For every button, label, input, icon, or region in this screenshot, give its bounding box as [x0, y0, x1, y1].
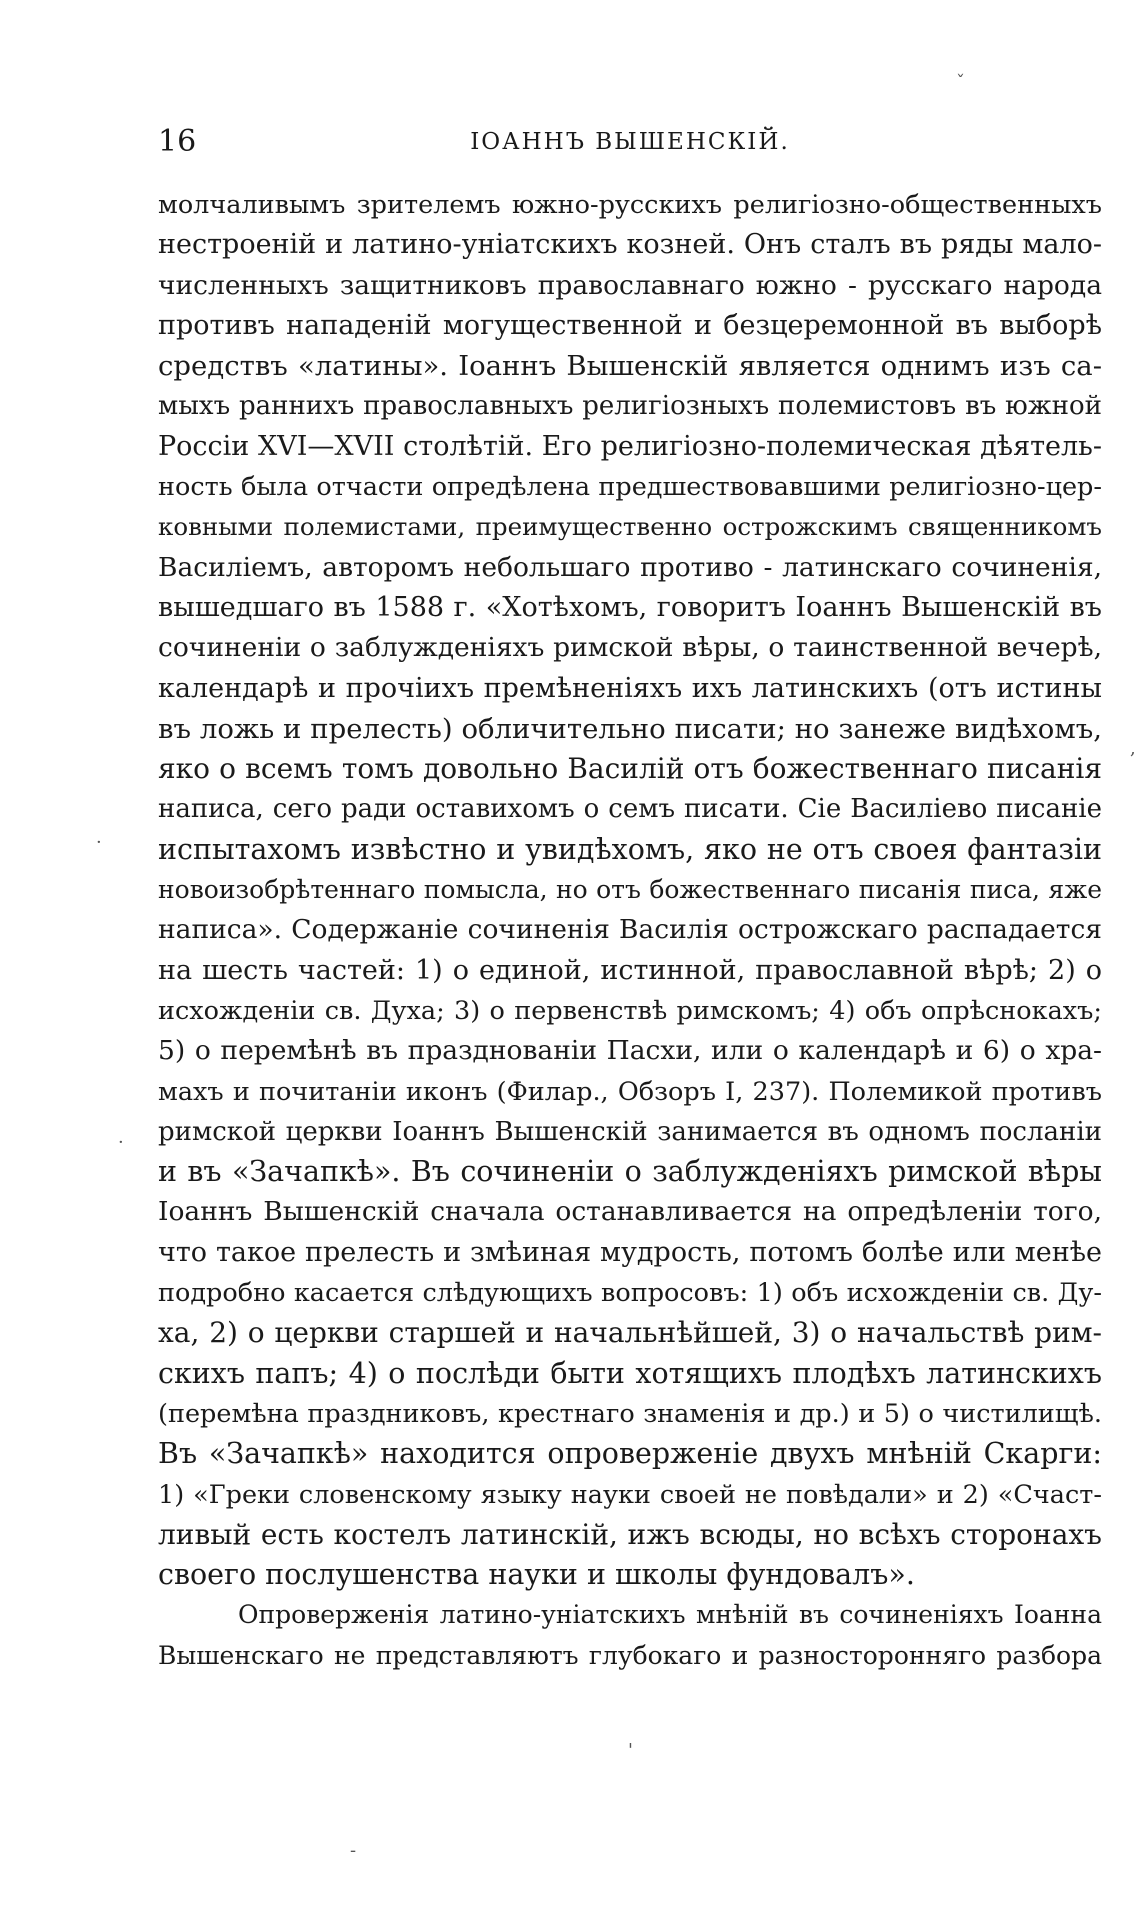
text-line: Россіи XVI—XVII столѣтій. Его религіозно-полемическая дѣятель- — [158, 430, 1102, 462]
text-line: численныхъ защитниковъ православнаго южно - русскаго народа — [158, 269, 1102, 301]
print-speck: , — [1130, 738, 1136, 759]
text-line: въ ложь и прелесть) обличительно писати; но занеже видѣхомъ, — [158, 712, 1102, 745]
body-text — [158, 185, 1102, 1676]
text-line: средствъ «латины». Іоаннъ Вышенскій является однимъ изъ са- — [158, 350, 1102, 383]
text-line: Въ «Зачапкѣ» находится опроверженіе двухъ мнѣній Скарги: — [158, 1437, 1102, 1471]
text-line: календарѣ и прочіихъ премѣненіяхъ ихъ латинскихъ (отъ истины — [158, 672, 1102, 704]
text-line: исхожденіи св. Духа; 3) о первенствѣ римскомъ; 4) объ опрѣснокахъ; — [158, 995, 1102, 1026]
text-line: и въ «Зачапкѣ». Въ сочиненіи о заблужденіяхъ римской вѣры — [158, 1155, 1102, 1189]
text-line: новоизобрѣтеннаго помысла, но отъ божественнаго писанія писа, яже — [158, 875, 1102, 905]
text-line: 1) «Греки словенскому языку науки своей не повѣдали» и 2) «Счаст- — [158, 1479, 1102, 1510]
text-line: молчаливымъ зрителемъ южно-русскихъ религіозно-общественныхъ — [158, 190, 1102, 220]
text-line: ковными полемистами, преимущественно острожскимъ священникомъ — [158, 512, 1102, 542]
text-line: Василіемъ, авторомъ небольшаго противо - латинскаго сочиненія, — [158, 551, 1102, 583]
running-title: ІОАННЪ ВЫШЕНСКІЙ. — [470, 129, 790, 155]
page-number: 16 — [158, 124, 197, 159]
text-line: ха, 2) о церкви старшей и начальнѣйшей, 3) о начальствѣ рим- — [158, 1316, 1102, 1350]
text-line: нестроеній и латино-уніатскихъ козней. Онъ сталъ въ ряды мало- — [158, 229, 1102, 261]
text-line: римской церкви Іоаннъ Вышенскій занимается въ одномъ посланіи — [158, 1116, 1102, 1147]
text-line: яко о всемъ томъ довольно Василій отъ божественнаго писанія — [158, 752, 1102, 786]
print-speck: · — [118, 1132, 124, 1153]
page-header — [158, 122, 1102, 162]
text-line: махъ и почитаніи иконъ (Филар., Обзоръ I, 237). Полемикой противъ — [158, 1076, 1102, 1107]
text-line: ливый есть костелъ латинскій, ижъ всюды, но всѣхъ сторонахъ — [158, 1517, 1102, 1551]
text-line: написа». Содержаніе сочиненія Василія острожскаго распадается — [158, 914, 1102, 946]
text-line: противъ нападеній могущественной и безцеремонной въ выборѣ — [158, 309, 1102, 341]
text-line: Опроверженія латино-уніатскихъ мнѣній въ сочиненіяхъ Іоанна — [238, 1600, 1102, 1630]
text-line: написа, сего ради оставихомъ о семъ писати. Сіе Василіево писаніе — [158, 794, 1102, 825]
text-line: скихъ папъ; 4) о послѣди быти хотящихъ плодѣхъ латинскихъ — [158, 1356, 1102, 1390]
print-speck: ˇ — [956, 72, 965, 93]
text-line: Вышенскаго не представляютъ глубокаго и разносторонняго разбора — [158, 1640, 1102, 1670]
text-line: 5) о перемѣнѣ въ празднованіи Пасхи, или о календарѣ и 6) о хра- — [158, 1035, 1102, 1067]
text-line: подробно касается слѣдующихъ вопросовъ: 1) объ исхожденіи св. Ду- — [158, 1278, 1102, 1309]
text-line: сочиненіи о заблужденіяхъ римской вѣры, о таинственной вечерѣ, — [158, 632, 1102, 664]
print-speck: ' — [628, 1740, 633, 1761]
text-line: вышедшаго въ 1588 г. «Хотѣхомъ, говоритъ Іоаннъ Вышенскій въ — [158, 591, 1102, 623]
text-line: Іоаннъ Вышенскій сначала останавливается на опредѣленіи того, — [158, 1196, 1102, 1228]
text-line: своего послушенства науки и школы фундовалъ». — [158, 1558, 915, 1592]
text-line: испытахомъ извѣстно и увидѣхомъ, яко не отъ своея фантазіи — [158, 832, 1102, 866]
text-line: ность была отчасти опредѣлена предшествовавшими религіозно-цер- — [158, 472, 1102, 503]
print-speck: - — [350, 1840, 357, 1861]
text-line: на шесть частей: 1) о единой, истинной, православной вѣрѣ; 2) о — [158, 954, 1102, 986]
print-speck: · — [96, 832, 102, 853]
text-line: (перемѣна праздниковъ, крестнаго знаменія и др.) и 5) о чистилищѣ. — [158, 1398, 1102, 1429]
text-line: мыхъ раннихъ православныхъ религіозныхъ полемистовъ въ южной — [158, 391, 1102, 422]
text-line: что такое прелесть и змѣиная мудрость, потомъ болѣе или менѣе — [158, 1236, 1102, 1268]
